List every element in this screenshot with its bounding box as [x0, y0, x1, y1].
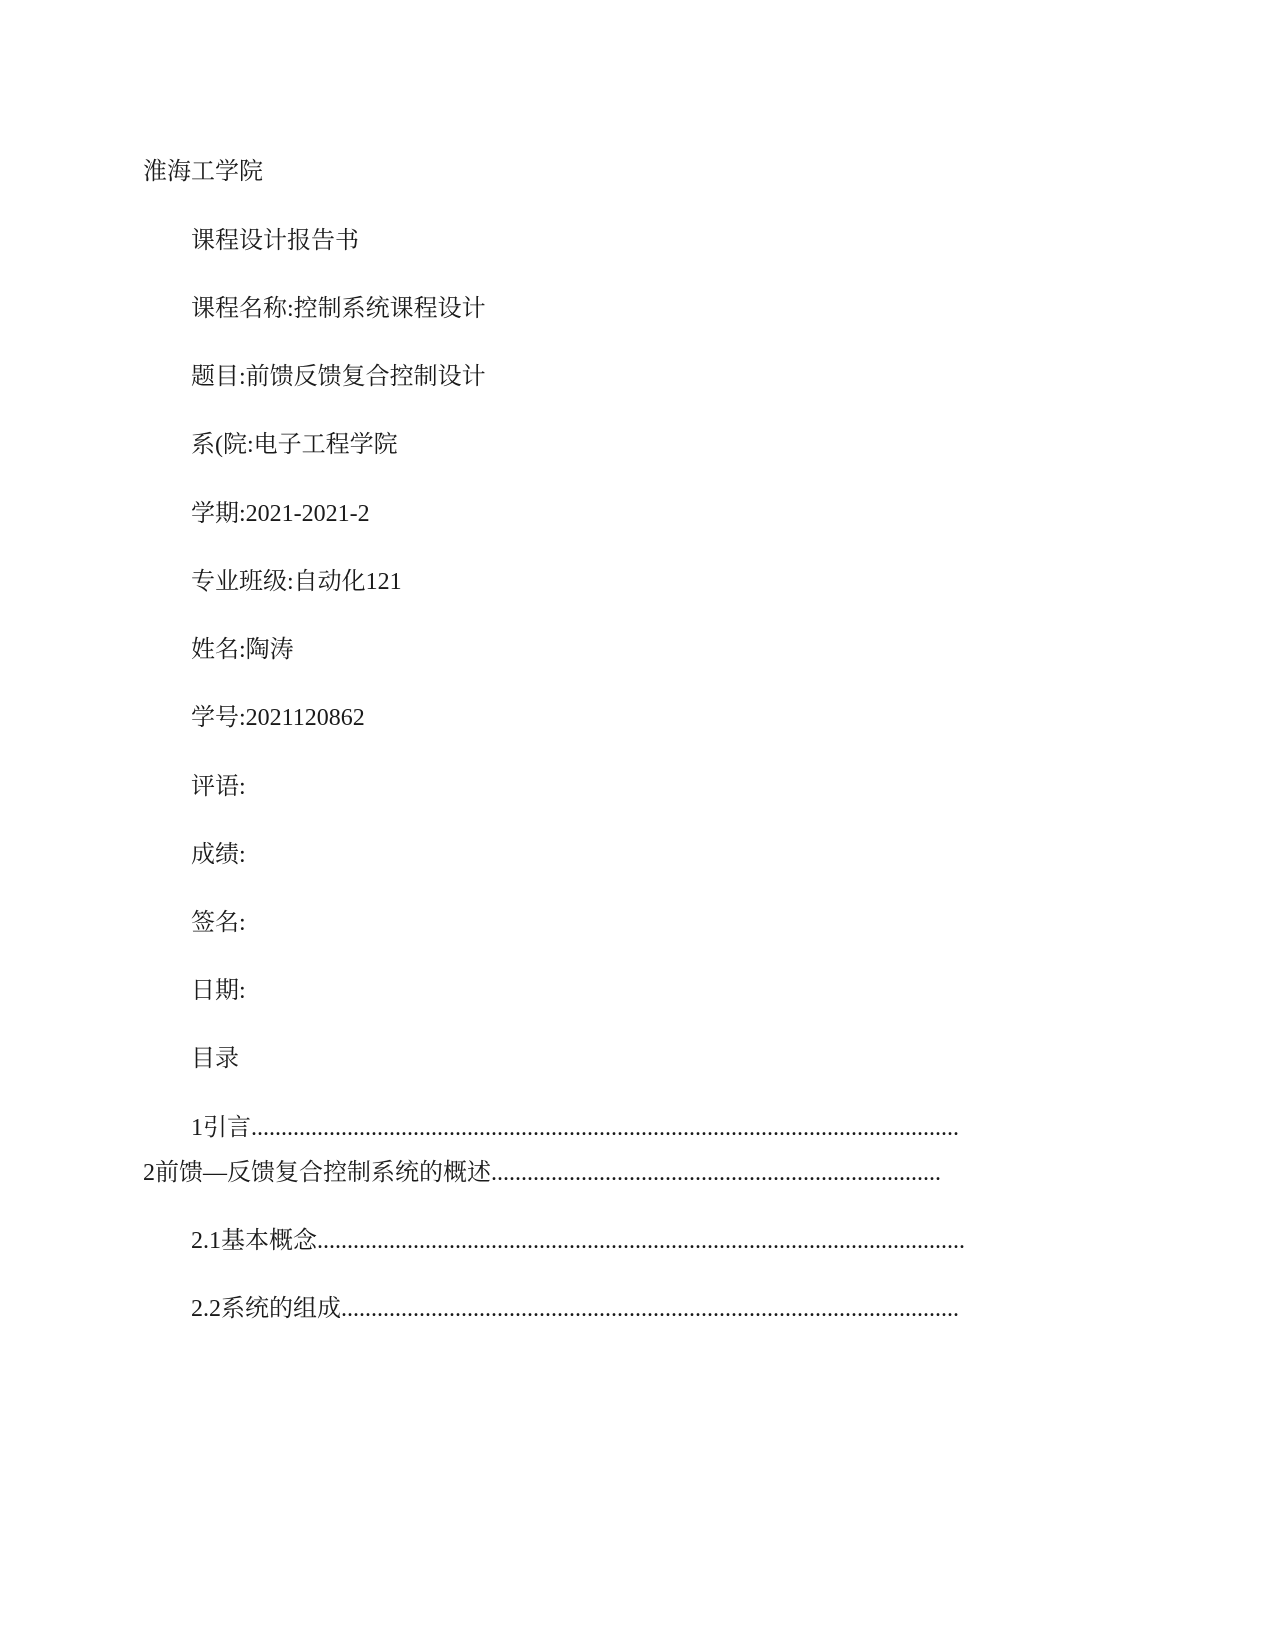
report-type: 课程设计报告书 [191, 228, 359, 254]
toc-leader: ........................................................................... [491, 1160, 941, 1186]
toc-entry [143, 1158, 958, 1188]
signature-label: 签名: [191, 910, 246, 936]
course-name: 课程名称:控制系统课程设计 [191, 296, 486, 322]
student-id: 学号:2021120862 [191, 705, 365, 731]
topic: 题目:前馈反馈复合控制设计 [191, 364, 486, 390]
institution-name: 淮海工学院 [143, 159, 263, 185]
comments-label: 评语: [191, 774, 246, 800]
toc-entry-label: 2前馈—反馈复合控制系统的概述 [143, 1160, 491, 1186]
toc-title: 目录 [191, 1046, 239, 1072]
toc-entry [191, 1113, 1006, 1143]
semester: 学期:2021-2021-2 [191, 501, 370, 527]
department: 系(院:电子工程学院 [191, 432, 398, 458]
toc-leader: ............................................................................................................ [317, 1228, 965, 1254]
toc-entry-label: 2.1基本概念 [191, 1228, 317, 1254]
toc-leader: ...................................................................................................................... [251, 1115, 959, 1141]
toc-entry [191, 1226, 976, 1256]
toc-entry [191, 1294, 976, 1324]
grade-label: 成绩: [191, 842, 246, 868]
class: 专业班级:自动化121 [191, 569, 402, 595]
toc-entry-label: 1引言 [191, 1115, 251, 1141]
toc-leader: ....................................................................................................... [341, 1296, 959, 1322]
student-name: 姓名:陶涛 [191, 637, 294, 663]
date-label: 日期: [191, 978, 246, 1004]
toc-entry-label: 2.2系统的组成 [191, 1296, 341, 1322]
